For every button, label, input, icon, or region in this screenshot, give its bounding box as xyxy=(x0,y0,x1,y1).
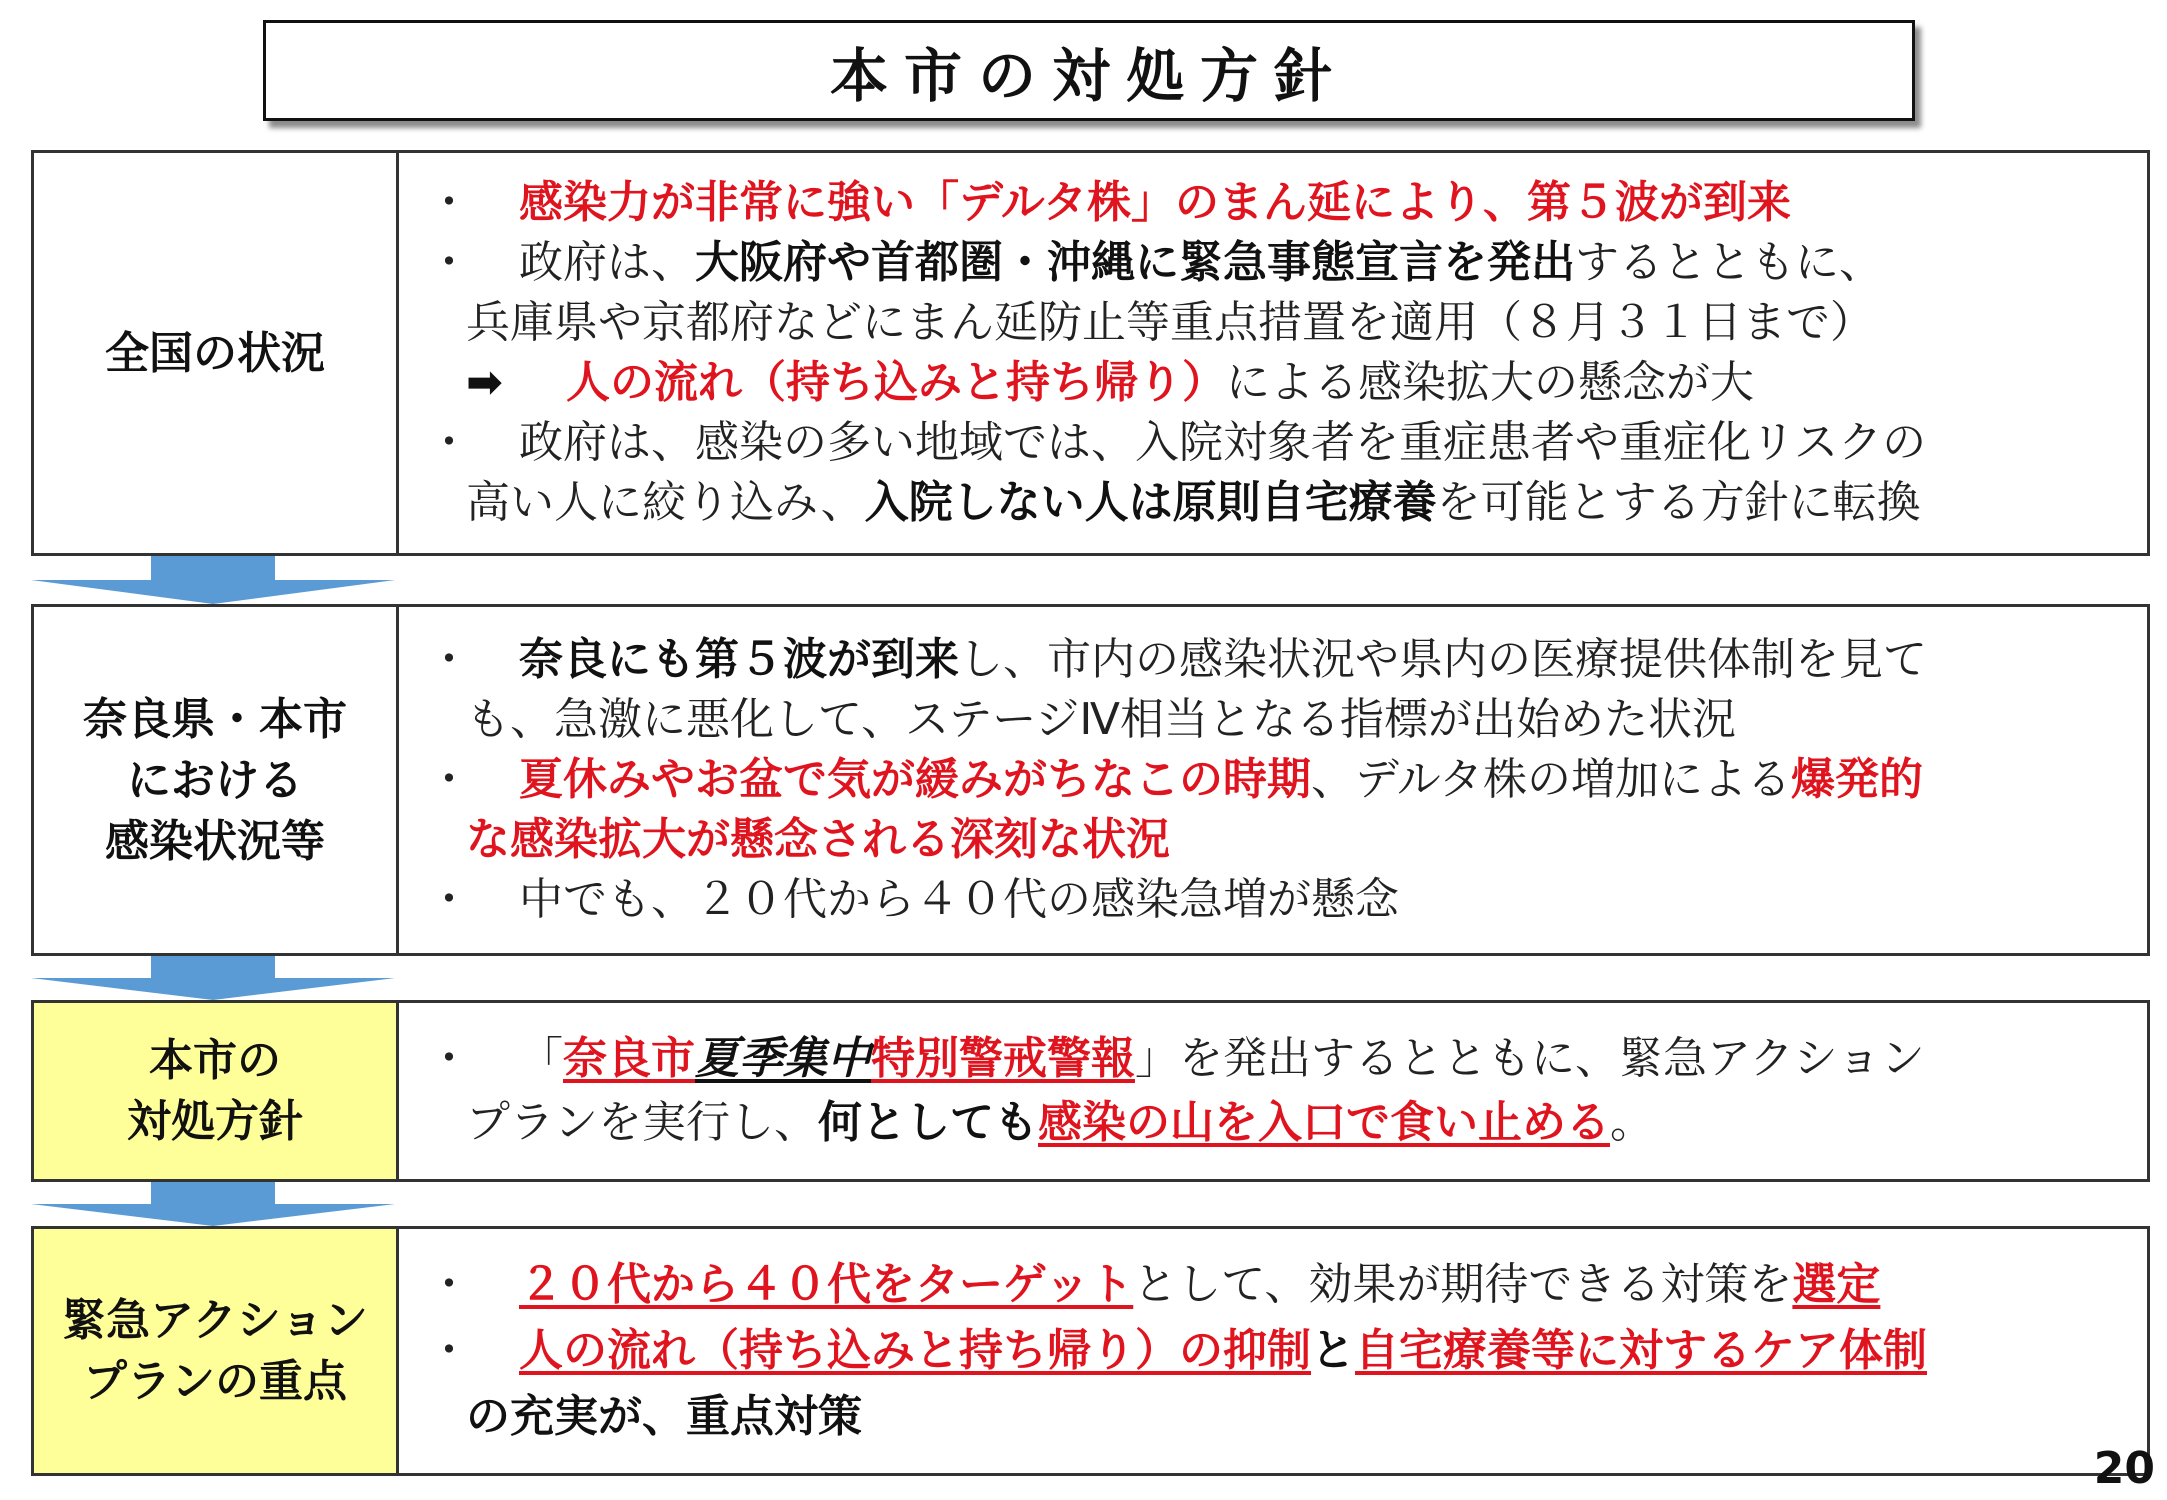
section-action-plan xyxy=(31,1226,2150,1476)
page-number: 20 xyxy=(2093,1443,2155,1494)
section-content xyxy=(399,607,2147,953)
content-line: ・ 感染力が非常に強い「デルタ株」のまん延により、第５波が到来 xyxy=(427,177,1792,228)
content-line: も、急激に悪化して、ステージⅣ相当となる指標が出始めた状況 xyxy=(466,694,1736,745)
content-line: ・ 人の流れ（持ち込みと持ち帰り）の抑制と自宅療養等に対するケア体制 xyxy=(427,1325,1927,1376)
content-line: ・ 政府は、感染の多い地域では、入院対象者を重症患者や重症化リスクの xyxy=(427,417,1927,468)
content-line: ・ 奈良にも第５波が到来し、市内の感染状況や県内の医療提供体制を見て xyxy=(427,634,1927,685)
content-line: ➡ 人の流れ（持ち込みと持ち帰り）による感染拡大の懸念が大 xyxy=(399,353,2119,413)
content-line: ・ 政府は、大阪府や首都圏・沖縄に緊急事態宣言を発出するとともに、 xyxy=(427,237,1883,288)
content-line: ・ 夏休みやお盆で気が緩みがちなこの時期、デルタ株の増加による爆発的 xyxy=(427,754,1924,805)
section-national-status xyxy=(31,150,2150,556)
content-line: ・ ２０代から４０代をターゲットとして、効果が期待できる対策を選定 xyxy=(427,1259,1881,1310)
section-content xyxy=(399,153,2147,553)
content-line: な感染拡大が懸念される深刻な状況 xyxy=(466,814,1170,865)
section-label: 緊急アクション プランの重点 xyxy=(34,1229,399,1473)
section-label: 本市の 対処方針 xyxy=(34,1003,399,1179)
section-content xyxy=(399,1003,2147,1179)
section-nara-status xyxy=(31,604,2150,956)
content-line: ・ 「奈良市夏季集中特別警戒警報」を発出するとともに、緊急アクション xyxy=(427,1033,1925,1084)
section-label: 奈良県・本市 における 感染状況等 xyxy=(34,607,399,953)
flow-arrow-down-icon xyxy=(31,556,395,604)
page-title: 本市の対処方針 xyxy=(829,41,1348,110)
content-line: ・ 中でも、２０代から４０代の感染急増が懸念 xyxy=(427,874,1399,925)
content-line: 高い人に絞り込み、入院しない人は原則自宅療養を可能とする方針に転換 xyxy=(466,477,1921,528)
section-city-policy xyxy=(31,1000,2150,1182)
arrow-right-icon: ➡ xyxy=(466,357,503,408)
section-content xyxy=(399,1229,2147,1473)
section-label: 全国の状況 xyxy=(34,153,399,553)
flow-arrow-down-icon xyxy=(31,956,395,1000)
content-line: 兵庫県や京都府などにまん延防止等重点措置を適用（８月３１日まで） xyxy=(466,297,1874,348)
page-title-box xyxy=(263,20,1915,121)
content-line: の充実が、重点対策 xyxy=(466,1391,862,1442)
flow-arrow-down-icon xyxy=(31,1182,395,1226)
content-line: プランを実行し、何としても感染の山を入口で食い止める。 xyxy=(466,1097,1654,1148)
